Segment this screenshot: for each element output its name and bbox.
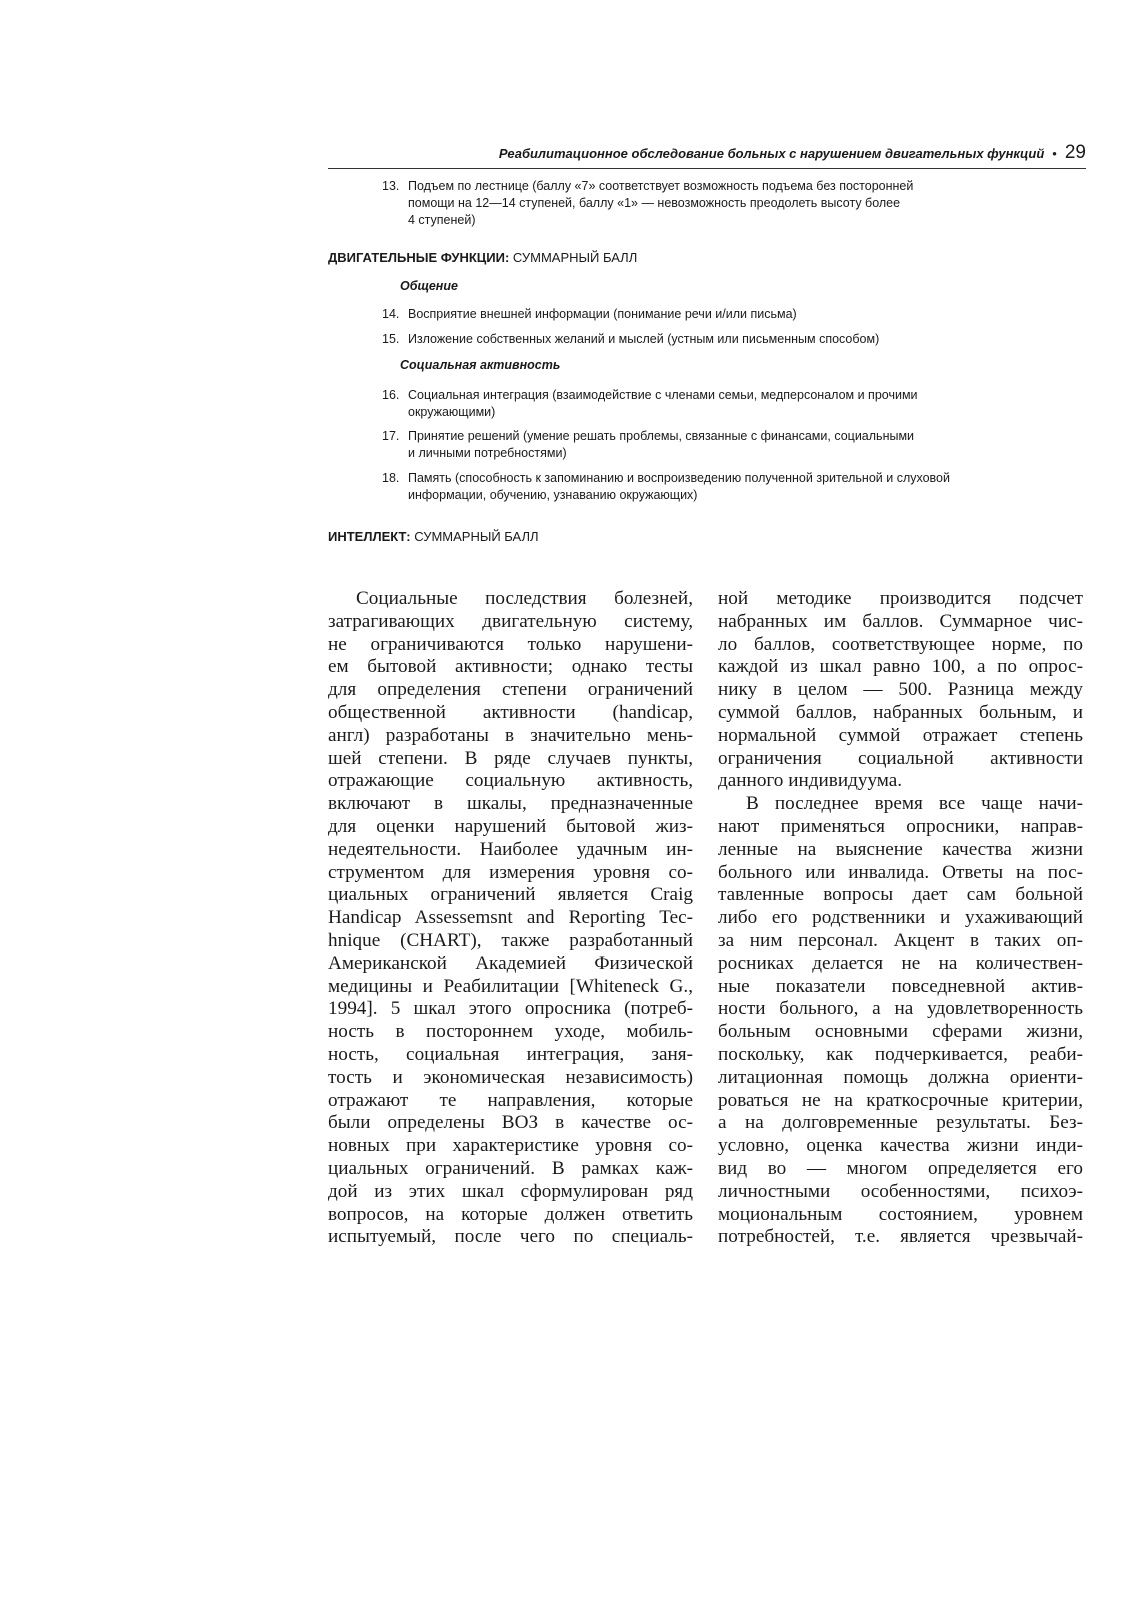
list-item-15: [382, 331, 1072, 348]
page-number: 29: [1064, 142, 1086, 163]
item-text: 4 ступеней): [408, 213, 476, 227]
text-line: больного или инвалида. Ответы на пос-: [718, 861, 1083, 883]
text-line: вопросов, на которые должен ответить: [328, 1203, 693, 1225]
header-bullet: •: [1052, 146, 1057, 161]
text-line: медицины и Реабилитации [Whiteneck G.,: [328, 975, 693, 997]
text-line: струментом для измерения уровня со-: [328, 861, 693, 883]
item-number: 16.: [382, 388, 400, 402]
text-line: отражают те направления, которые: [328, 1089, 693, 1111]
item-text: информации, обучению, узнаванию окружающих): [408, 488, 698, 502]
text-line: ной методике производится подсчет: [718, 588, 1083, 609]
text-line: суммой баллов, набранных больным, и: [718, 701, 1083, 723]
text-line: для определения степени ограничений: [328, 679, 693, 701]
text-line: больным основными сферами жизни,: [718, 1021, 1083, 1043]
text-line: росниках делается не на количествен-: [718, 952, 1083, 974]
text-line: Социальные последствия болезней,: [356, 588, 693, 609]
text-line: циальных ограничений. В рамках каж-: [328, 1157, 693, 1179]
item-number: 18.: [382, 471, 400, 485]
text-line: нают применяться опросники, направ-: [718, 815, 1083, 837]
text-line: новных при характеристике уровня со-: [328, 1135, 693, 1157]
text-line: вид во — многом определяется его: [718, 1157, 1083, 1179]
text-line: данного индивидуума.: [718, 770, 903, 792]
text-line: нику в целом — 500. Разница между: [718, 679, 1083, 701]
section-label: ИНТЕЛЛЕКТ:: [328, 529, 411, 544]
item-number: 15.: [382, 332, 400, 346]
text-line: тость и экономическая независимость): [328, 1066, 693, 1088]
text-line: потребностей, т.е. является чрезвычай-: [718, 1226, 1083, 1248]
text-line: дой из этих шкал сформулирован ряд: [328, 1180, 693, 1202]
text-line: а на долговременные результаты. Без-: [718, 1112, 1083, 1134]
body-column-right: [718, 588, 1083, 1249]
list-item-16: [382, 387, 1072, 421]
text-line: 1994]. 5 шкал этого опросника (потреб-: [328, 998, 693, 1020]
list-item-14: [382, 306, 1072, 323]
text-line: ность, социальная интеграция, заня-: [328, 1043, 693, 1065]
item-text: Социальная интеграция (взаимодействие с членами семьи, медперсоналом и прочими: [408, 388, 918, 402]
text-line: отражающие социальную активность,: [328, 770, 693, 792]
text-line: Американской Академией Физической: [328, 952, 693, 974]
social-activity-subheading: Социальная активность: [400, 358, 561, 372]
section-label: ДВИГАТЕЛЬНЫЕ ФУНКЦИИ:: [328, 250, 510, 265]
text-line: личностными особенностями, психоэ-: [718, 1180, 1083, 1202]
text-line: недеятельности. Наиболее удачным ин-: [328, 838, 693, 860]
item-text: Принятие решений (умение решать проблемы, связанные с финансами, социальными: [408, 429, 915, 443]
section-label-rest: СУММАРНЫЙ БАЛЛ: [509, 250, 638, 265]
item-text: Изложение собственных желаний и мыслей (устным или письменным способом): [408, 332, 880, 346]
item-text: Память (способность к запоминанию и воспроизведению полученной зрительной и слуховой: [408, 471, 950, 485]
body-column-left: [328, 588, 693, 1249]
text-line: В последнее время все чаще начи-: [746, 793, 1083, 815]
text-line: ленные на выяснение качества жизни: [718, 838, 1083, 860]
running-title: Реабилитационное обследование больных с нарушением двигательных функций: [498, 146, 1045, 161]
text-line: испытуемый, после чего по специаль-: [328, 1226, 693, 1248]
intellect-total-heading: [328, 529, 539, 544]
item-number: 14.: [382, 307, 400, 321]
text-line: для оценки нарушений бытовой жиз-: [328, 815, 693, 837]
text-line: нормальной суммой отражает степень: [718, 724, 1083, 746]
text-line: ности больного, а на удовлетворенность: [718, 998, 1083, 1020]
text-line: Handicap Assessemsnt and Reporting Tec-: [328, 907, 693, 929]
communication-subheading: Общение: [400, 279, 458, 293]
list-item-17: [382, 428, 1072, 462]
text-line: затрагивающих двигательную систему,: [328, 610, 693, 632]
text-line: условно, оценка качества жизни инди-: [718, 1135, 1083, 1157]
text-line: набранных им баллов. Суммарное чис-: [718, 610, 1083, 632]
text-line: шей степени. В ряде случаев пункты,: [328, 747, 693, 769]
item-text: помощи на 12—14 ступеней, баллу «1» — невозможность преодолеть высоту более: [408, 196, 901, 210]
text-line: ем бытовой активности; однако тесты: [328, 656, 693, 678]
item-text: Подъем по лестнице (баллу «7» соответствует возможность подъема без посторонней: [408, 179, 914, 193]
item-text: и личными потребностями): [408, 446, 567, 460]
section-label-rest: СУММАРНЫЙ БАЛЛ: [410, 529, 539, 544]
text-line: англ) разработаны в значительно мень-: [328, 724, 693, 746]
item-text: Восприятие внешней информации (понимание речи и/или письма): [408, 307, 797, 321]
text-line: либо его родственники и ухаживающий: [718, 907, 1083, 929]
item-text: окружающими): [408, 405, 496, 419]
item-number: 13.: [382, 179, 400, 193]
list-item-18: [382, 470, 1072, 504]
text-line: ло баллов, соответствующее норме, по: [718, 633, 1083, 655]
text-line: моциональным состоянием, уровнем: [718, 1203, 1083, 1225]
text-line: hnique (CHART), также разработанный: [328, 929, 693, 951]
text-line: ограничения социальной активности: [718, 747, 1083, 769]
text-line: за ним персонал. Акцент в таких оп-: [718, 929, 1083, 951]
text-line: литационная помощь должна ориенти-: [718, 1066, 1083, 1088]
text-line: каждой из шкал равно 100, а по опрос-: [718, 656, 1083, 678]
text-line: поскольку, как подчеркивается, реаби-: [718, 1043, 1083, 1065]
item-number: 17.: [382, 429, 400, 443]
text-line: ные показатели повседневной актив-: [718, 975, 1083, 997]
text-line: роваться не на краткосрочные критерии,: [718, 1089, 1083, 1111]
text-line: ность в постороннем уходе, мобиль-: [328, 1021, 693, 1043]
motor-total-heading: [328, 250, 637, 265]
page-header: [328, 142, 1086, 169]
text-line: не ограничиваются только нарушени-: [328, 633, 693, 655]
text-line: тавленные вопросы дает сам больной: [718, 884, 1083, 906]
text-line: общественной активности (handicap,: [328, 701, 693, 723]
text-line: включают в шкалы, предназначенные: [328, 793, 693, 815]
text-line: были определены ВОЗ в качестве ос-: [328, 1112, 693, 1134]
list-item-13: [382, 178, 1072, 229]
text-line: циальных ограничений является Craig: [328, 884, 693, 906]
